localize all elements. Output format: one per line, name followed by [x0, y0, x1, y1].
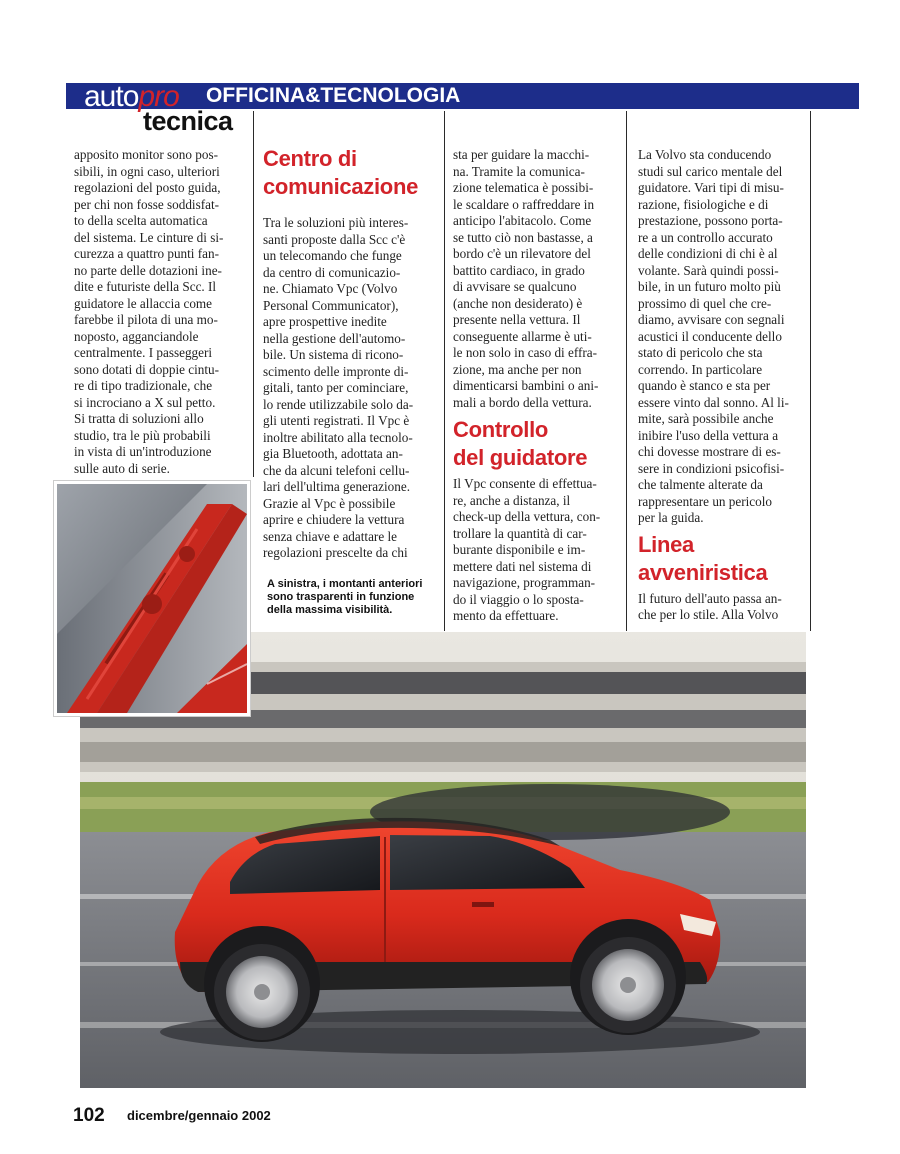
- column-2-text: [263, 215, 441, 562]
- text-line: lari dell'ultima generazione.: [263, 479, 411, 494]
- text-line: gitali, tanto per cominciare,: [263, 380, 409, 395]
- text-line: inibire l'uso della vettura a: [638, 427, 779, 443]
- text-line: regolazioni del posto guida,: [74, 180, 221, 195]
- text-line: bordo c'è un rilevatore del: [453, 246, 591, 261]
- text-line: (anche non desiderato) è: [453, 295, 583, 311]
- text-line: Personal Communicator),: [263, 297, 399, 313]
- text-line: burante disponibile e im-: [453, 542, 586, 557]
- small-photo: [54, 481, 250, 716]
- text-line: conseguente allarme è uti-: [453, 328, 592, 344]
- text-line: gia Bluetooth, adottata an-: [263, 446, 403, 461]
- text-line: sono dotati di doppie cintu-: [74, 361, 220, 377]
- caption-line: della massima visibilità.: [267, 603, 393, 616]
- text-line: na. Tramite la comunica-: [453, 163, 585, 179]
- logo-auto: auto: [84, 80, 139, 113]
- text-line: chi dovesse mostrare di es-: [638, 444, 781, 459]
- text-line: da centro di comunicazio-: [263, 264, 401, 280]
- text-line: rappresentare un pericolo: [638, 493, 773, 509]
- text-line: che da alcuni telefoni cellu-: [263, 462, 410, 478]
- text-line: re di tipo tradizionale, che: [74, 378, 213, 393]
- text-line: stato di pericolo che sta: [638, 345, 763, 360]
- text-line: dite e futuriste della Scc. Il: [74, 279, 217, 294]
- text-line: gli utenti registrati. Il Vpc è: [263, 413, 410, 428]
- text-line: aprire e chiudere la vettura: [263, 512, 405, 527]
- text-line: centralmente. I passeggeri: [74, 345, 213, 360]
- text-line: Tra le soluzioni più interes-: [263, 215, 409, 230]
- text-line: bile, in un futuro molto più: [638, 279, 781, 294]
- text-line: apre prospettive inedite: [263, 314, 387, 329]
- text-line: se tutto ciò non bastasse, a: [453, 229, 593, 245]
- text-line: studi sul carico mentale del: [638, 163, 783, 179]
- text-line: acustici il conducente dello: [638, 328, 782, 344]
- column-4b-text: [638, 591, 808, 624]
- heading-line: comunicazione: [263, 174, 419, 199]
- text-line: do il viaggio o lo sposta-: [453, 591, 584, 607]
- text-line: che per lo stile. Alla Volvo: [638, 607, 779, 622]
- text-line: per chi non fosse soddisfat-: [74, 196, 220, 212]
- issue-date: dicembre/gennaio 2002: [127, 1108, 271, 1123]
- column-divider: [626, 111, 627, 631]
- heading-line: del guidatore: [453, 445, 588, 470]
- text-line: dimenticarsi bambini o ani-: [453, 378, 599, 393]
- text-line: navigazione, programman-: [453, 575, 596, 590]
- text-line: zione, ma anche per non: [453, 361, 582, 377]
- column-divider: [810, 111, 811, 631]
- text-line: Il futuro dell'auto passa an-: [638, 590, 782, 606]
- article-column-3: [453, 147, 623, 625]
- text-line: farebbe il pilota di una mo-: [74, 312, 218, 327]
- text-line: trollare la quantità di car-: [453, 525, 587, 541]
- text-line: sere in condizioni psicofisi-: [638, 460, 785, 476]
- heading-line: Linea: [638, 531, 694, 557]
- text-line: prestazione, possono porta-: [638, 213, 783, 228]
- text-line: senza chiave e adattare le: [263, 528, 397, 544]
- text-line: guidatore. Vari tipi di misu-: [638, 180, 784, 195]
- text-line: re a un controllo accurato: [638, 229, 773, 245]
- logo-pro: pro: [138, 80, 179, 113]
- text-line: mento da effettuare.: [453, 608, 559, 623]
- text-line: Si tratta di soluzioni allo: [74, 411, 204, 426]
- text-line: in vista di un'introduzione: [74, 444, 212, 459]
- text-line: essere vinto dal sonno. Al li-: [638, 394, 789, 410]
- heading-linea-avveniristica: [638, 531, 808, 587]
- text-line: mettere dati nel sistema di: [453, 558, 592, 574]
- text-line: to della scelta automatica: [74, 213, 208, 228]
- text-line: La Volvo sta conducendo: [638, 147, 772, 162]
- article-column-1: [74, 147, 246, 477]
- text-line: quando è stanco e sta per: [638, 378, 771, 393]
- text-line: battito cardiaco, in grado: [453, 262, 585, 278]
- text-line: che talmente alterate da: [638, 477, 763, 492]
- text-line: lo rende utilizzabile solo da-: [263, 396, 414, 412]
- text-line: mite, sarà possibile anche: [638, 411, 774, 426]
- text-line: re, anche a distanza, il: [453, 492, 571, 508]
- article-column-2: [263, 145, 441, 617]
- heading-line: Controllo: [453, 417, 549, 442]
- column-3b-text: [453, 476, 623, 625]
- text-line: studio, tra le più probabili: [74, 427, 211, 443]
- column-divider: [253, 111, 254, 477]
- caption-line: sono trasparenti in funzione: [267, 590, 415, 603]
- photo-caption: [263, 578, 441, 617]
- text-line: mali a bordo della vettura.: [453, 394, 592, 410]
- text-line: santi proposte dalla Scc c'è: [263, 231, 406, 247]
- page-number: 102: [73, 1105, 105, 1126]
- section-title: OFFICINA&TECNOLOGIA: [206, 84, 461, 107]
- text-line: noposto, agganciandole: [74, 328, 199, 344]
- text-line: si incrociano a X sul petto.: [74, 394, 216, 410]
- text-line: apposito monitor sono pos-: [74, 147, 218, 162]
- text-line: guidatore le allaccia come: [74, 295, 213, 311]
- text-line: anticipo l'abitacolo. Come: [453, 213, 592, 228]
- text-line: inoltre abilitato alla tecnolo-: [263, 429, 413, 445]
- text-line: zione telematica è possibi-: [453, 180, 594, 195]
- text-line: per la guida.: [638, 510, 704, 525]
- red-a-pillar-photo: [57, 484, 247, 713]
- text-line: diamo, avvisare con segnali: [638, 312, 785, 327]
- text-line: Grazie al Vpc è possibile: [263, 495, 396, 511]
- text-line: bile. Un sistema di ricono-: [263, 347, 404, 362]
- text-line: scimento delle impronte di-: [263, 363, 409, 379]
- text-line: un telecomando che funge: [263, 248, 402, 263]
- text-line: presente nella vettura. Il: [453, 312, 581, 327]
- text-line: razione, fisiologiche e di: [638, 196, 769, 212]
- text-line: correndo. In particolare: [638, 361, 763, 377]
- text-line: di avvisare se qualcuno: [453, 279, 577, 294]
- text-line: sulle auto di serie.: [74, 460, 170, 476]
- text-line: sibili, in ogni caso, ulteriori: [74, 163, 220, 179]
- article-column-4: [638, 147, 808, 624]
- caption-line: A sinistra, i montanti anteriori: [267, 577, 423, 590]
- heading-centro-di-comunicazione: [263, 145, 441, 201]
- text-line: Il Vpc consente di effettua-: [453, 476, 597, 491]
- text-line: delle condizioni di chi è al: [638, 246, 778, 261]
- subsection-title: tecnica: [143, 106, 233, 136]
- text-line: curezza a quattro punti fan-: [74, 246, 219, 261]
- text-line: prossimo di quel che cre-: [638, 295, 772, 311]
- text-line: le non solo in caso di effra-: [453, 345, 598, 360]
- text-line: sta per guidare la macchi-: [453, 147, 590, 162]
- text-line: volante. Sarà quindi possi-: [638, 262, 779, 278]
- column-divider: [444, 111, 445, 631]
- heading-controllo-del-guidatore: [453, 416, 623, 472]
- column-4-text: [638, 147, 808, 527]
- text-line: regolazioni prescelte da chi: [263, 545, 408, 560]
- heading-line: Centro di: [263, 146, 357, 171]
- column-3-text: [453, 147, 623, 411]
- text-line: del sistema. Le cinture di si-: [74, 229, 224, 245]
- text-line: check-up della vettura, con-: [453, 509, 601, 524]
- text-line: le scaldare o raffreddare in: [453, 196, 595, 212]
- text-line: nella gestione dell'automo-: [263, 330, 406, 346]
- text-line: no parte delle dotazioni ine-: [74, 262, 222, 278]
- heading-line: avveniristica: [638, 559, 768, 585]
- text-line: ne. Chiamato Vpc (Volvo: [263, 281, 398, 296]
